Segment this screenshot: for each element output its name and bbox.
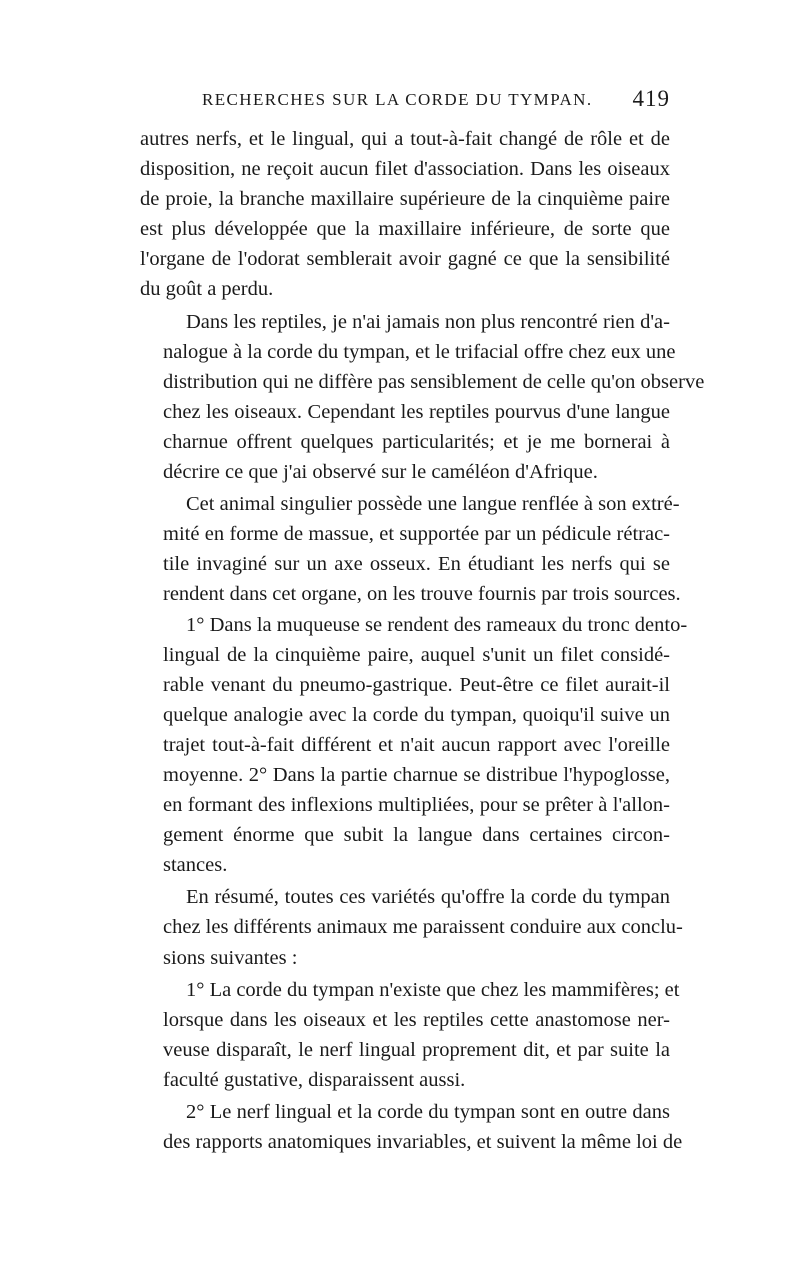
text-line: gement énorme que subit la langue dans certaines circon- xyxy=(163,824,670,847)
text-line: des rapports anatomiques invariables, et suivent la même loi de xyxy=(163,1131,683,1154)
text-line: distribution qui ne diffère pas sensiblement de celle qu'on observe xyxy=(163,370,705,393)
text-line: mité en forme de massue, et supportée par un pédicule rétrac- xyxy=(163,523,670,546)
text-line: lingual de la cinquième paire, auquel s'unit un filet considé- xyxy=(163,643,670,666)
running-title: RECHERCHES SUR LA CORDE DU TYMPAN. xyxy=(202,90,593,109)
text-line: Dans les reptiles, je n'ai jamais non plus rencontré rien d'a- xyxy=(186,310,670,333)
text-line: en formant des inflexions multipliées, pour se prêter à l'allon- xyxy=(163,794,670,817)
text-line: chez les différents animaux me paraissent conduire aux conclu- xyxy=(163,916,683,939)
text-line: 1° Dans la muqueuse se rendent des rameaux du tronc dento- xyxy=(186,613,688,636)
paragraph xyxy=(140,882,683,972)
text-line: trajet tout-à-fait différent et n'ait aucun rapport avec l'oreille xyxy=(163,733,670,756)
text-line: lorsque dans les oiseaux et les reptiles cette anastomose ner- xyxy=(163,1008,670,1031)
running-head xyxy=(140,86,670,120)
body-text xyxy=(140,124,705,1159)
text-line: moyenne. 2° Dans la partie charnue se distribue l'hypoglosse, xyxy=(163,763,670,786)
text-line: chez les oiseaux. Cependant les reptiles pourvus d'une langue xyxy=(163,400,670,423)
text-line: veuse disparaît, le nerf lingual proprement dit, et par suite la xyxy=(163,1038,670,1061)
text-line: l'organe de l'odorat semblerait avoir gagné ce que la sensibilité xyxy=(140,248,670,271)
text-line: charnue offrent quelques particularités; et je me bornerai à xyxy=(163,430,670,453)
paragraph xyxy=(140,1097,683,1157)
text-line: est plus développée que la maxillaire inférieure, de sorte que xyxy=(140,218,670,241)
text-line: décrire ce que j'ai observé sur le caméléon d'Afrique. xyxy=(163,461,598,484)
text-line: autres nerfs, et le lingual, qui a tout-à-fait changé de rôle et de xyxy=(140,128,670,150)
paragraph xyxy=(140,975,680,1095)
text-line: disposition, ne reçoit aucun filet d'association. Dans les oiseaux xyxy=(140,158,670,181)
text-line: du goût a perdu. xyxy=(140,278,274,301)
text-line: rendent dans cet organe, on les trouve fournis par trois sources. xyxy=(163,583,681,606)
text-line: Cet animal singulier possède une langue renflée à son extré- xyxy=(186,493,680,516)
paragraph xyxy=(140,489,688,880)
text-line: En résumé, toutes ces variétés qu'offre la corde du tympan xyxy=(186,886,670,909)
text-line: 2° Le nerf lingual et la corde du tympan sont en outre dans xyxy=(186,1101,670,1123)
paragraph xyxy=(140,307,705,488)
text-line: faculté gustative, disparaissent aussi. xyxy=(163,1068,466,1091)
text-line: stances. xyxy=(163,854,228,877)
text-line: rable venant du pneumo-gastrique. Peut-être ce filet aurait-il xyxy=(163,673,670,696)
page-number: 419 xyxy=(632,86,670,111)
text-line: quelque analogie avec la corde du tympan, quoiqu'il suive un xyxy=(163,703,670,726)
text-line: sions suivantes : xyxy=(163,946,298,969)
paragraph xyxy=(140,124,670,305)
text-line: 1° La corde du tympan n'existe que chez les mammifères; et xyxy=(186,978,680,1001)
text-line: de proie, la branche maxillaire supérieure de la cinquième paire xyxy=(140,188,670,211)
text-line: nalogue à la corde du tympan, et le trifacial offre chez eux une xyxy=(163,340,676,363)
text-line: tile invaginé sur un axe osseux. En étudiant les nerfs qui se xyxy=(163,553,670,576)
